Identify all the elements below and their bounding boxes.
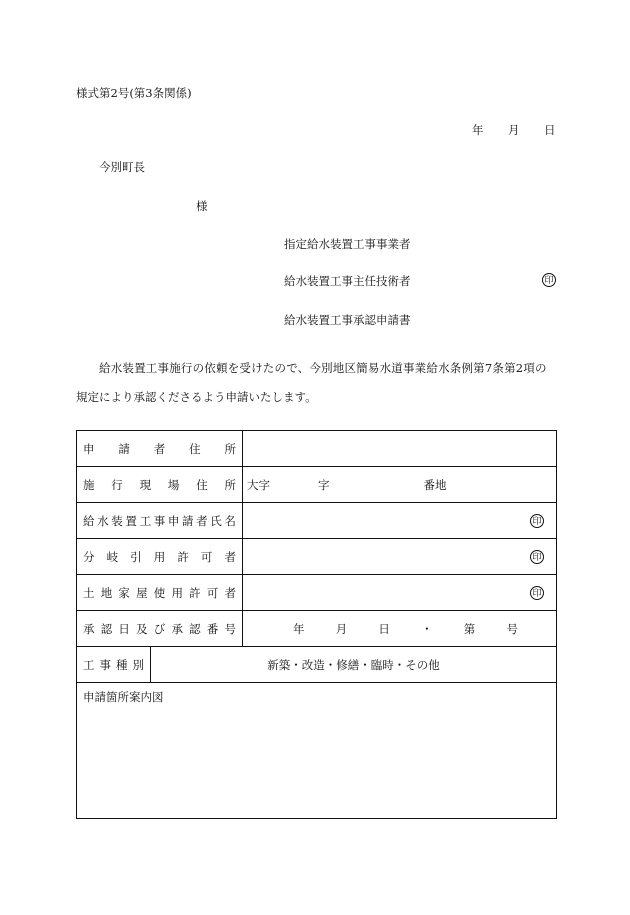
applicant-address-field[interactable] [243,431,557,467]
site-oaza-label: 大字 [247,477,270,492]
table-row [77,539,557,575]
location-map-area[interactable] [77,683,557,819]
land-permit-field[interactable] [243,575,557,611]
row-label-land-permit: 土 地 家 屋 使 用 許 可 者 [83,585,236,600]
row-label-site-address: 施 行 現 場 住 所 [83,477,236,492]
branch-permit-seal-icon: 印 [530,550,544,564]
location-map-label: 申請箇所案内図 [83,690,164,704]
land-permit-seal-icon: 印 [530,586,544,600]
site-banchi-label: 番地 [423,477,447,492]
application-table [76,430,557,819]
date-month-label: 月 [508,123,520,137]
date-year-label: 年 [472,123,484,137]
branch-permit-field[interactable] [243,539,557,575]
site-address-field[interactable] [243,467,557,503]
label-cell [77,539,243,575]
label-cell [77,575,243,611]
approval-year-label: 年 [293,621,305,636]
document-title: 給水装置工事承認申請書 [284,313,411,327]
label-cell [77,431,243,467]
date-day-label: 日 [544,123,556,137]
table-row [77,611,557,647]
approval-date-number-field[interactable] [243,611,557,647]
approval-number-suffix: 号 [506,621,518,636]
approval-separator: ・ [421,621,433,636]
technician-seal-icon: 印 [542,273,556,287]
body-text-line-1: 給水装置工事施行の依頼を受けたので、今別地区簡易水道事業給水条例第7条第2項の [99,361,547,375]
applicant-seal-icon: 印 [530,514,544,528]
label-cell [77,611,243,647]
body-text-line-2: 規定により承認くださるよう申請いたします。 [76,390,317,404]
addressee-name: 今別町長 [99,160,145,174]
applicant-business: 指定給水装置工事事業者 [284,237,411,251]
row-label-applicant-address: 申 請 者 住 所 [83,441,236,456]
row-label-approval-date-number: 承 認 日 及 び 承 認 番 号 [83,621,236,636]
table-row [77,431,557,467]
label-cell [77,647,151,683]
approval-number-prefix: 第 [463,621,476,636]
work-type-options[interactable]: 新築・改造・修繕・臨時・その他 [151,647,557,683]
table-row [77,575,557,611]
approval-day-label: 日 [378,621,390,636]
table-row [77,467,557,503]
table-row [77,683,557,819]
addressee-honorific: 様 [196,199,208,213]
approval-month-label: 月 [335,621,348,636]
site-aza-label: 字 [318,477,330,492]
row-label-work-type: 工 事 種 別 [83,657,144,672]
row-label-branch-permit: 分 岐 引 用 許 可 者 [83,549,236,564]
row-label-applicant-name: 給 水 装 置 工 事 申 請 者 氏 名 [83,513,236,528]
table-row [77,647,557,683]
table-row [77,503,557,539]
applicant-technician: 給水装置工事主任技術者 [284,274,411,288]
label-cell [77,467,243,503]
form-number: 様式第2号(第3条関係) [76,86,192,100]
applicant-name-field[interactable] [243,503,557,539]
label-cell [77,503,243,539]
